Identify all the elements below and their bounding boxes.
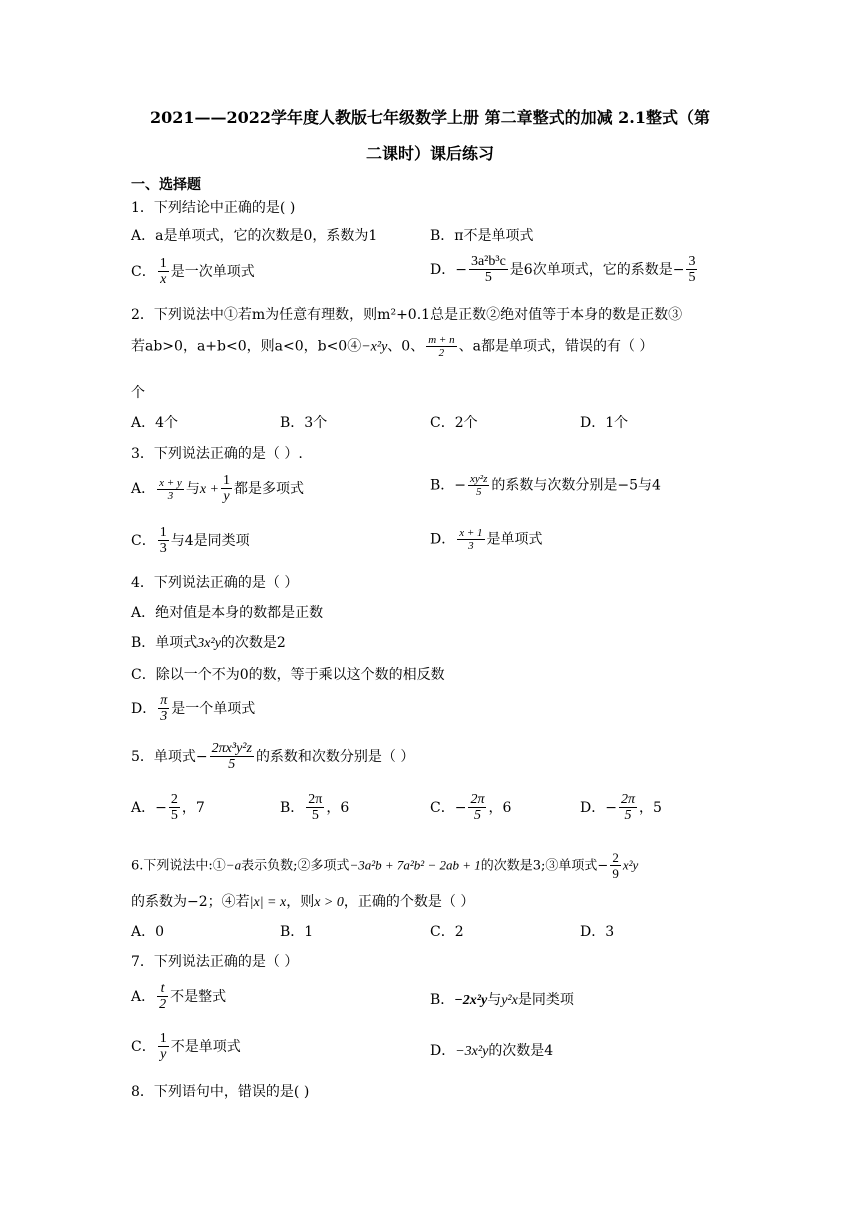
question-4-option-b: B．单项式3x²y的次数是2: [131, 635, 286, 651]
question-7-option-c: C． $\frac{1}{y}$ 不是单项式: [131, 1031, 241, 1062]
section-heading: 一、选择题: [131, 177, 201, 193]
question-2-option-b: B．3个: [280, 415, 328, 431]
question-5-stem: 5．单项式− $\frac{\text{2πx³y²z}}{5}$ 的系数和次数分别是（ ）: [131, 741, 415, 772]
question-3-option-c: C． $\frac{1}{3}$ 与4是同类项: [131, 525, 250, 556]
question-1-option-b: B．π不是单项式: [430, 228, 534, 244]
page-title-line1: 2021——2022学年度人教版七年级数学上册 第二章整式的加减 2.1整式（第: [149, 108, 711, 127]
question-1-option-d: D．− $\frac{\text{3a²b³c}}{5}$ 是6次单项式，它的系数是− $\frac{3}{5}$: [430, 254, 696, 285]
question-5-option-c: C．− $\frac{2\pi}{5}$ ，6: [430, 792, 512, 823]
question-6-option-b: B．1: [280, 924, 314, 940]
question-6-option-c: C．2: [430, 924, 464, 940]
question-2-line3: 个: [131, 385, 145, 401]
question-1-option-c: C． $\frac{1}{x}$ 是一次单项式: [131, 256, 255, 287]
question-2-line1: 2．下列说法中①若m为任意有理数，则m²+0.1总是正数②绝对值等于本身的数是正数③: [131, 307, 683, 323]
question-3-stem: 3．下列说法正确的是（ ）.: [131, 446, 303, 462]
question-1-stem: 1．下列结论中正确的是( ): [131, 200, 296, 216]
question-7-option-d: D．−3x²y的次数是4: [430, 1043, 554, 1059]
question-2-option-a: A．4个: [131, 415, 179, 431]
question-8-stem: 8．下列语句中，错误的是( ): [131, 1084, 310, 1100]
question-2-option-d: D．1个: [580, 415, 629, 431]
question-5-option-d: D．− $\frac{2\pi}{5}$ ，5: [580, 792, 662, 823]
question-4-stem: 4．下列说法正确的是（ ）: [131, 575, 299, 591]
question-7-option-b: B．−2x²y与y²x是同类项: [430, 992, 574, 1008]
question-5-option-b: B． $\frac{2\pi}{5}$ ，6: [280, 792, 350, 823]
question-4-option-c: C．除以一个不为0的数，等于乘以这个数的相反数: [131, 667, 445, 683]
question-6-option-d: D．3: [580, 924, 615, 940]
question-6-line1: 6.下列说法中:①−a表示负数;②多项式−3a²b + 7a²b² − 2ab + 1的次数是3;③单项式− $\frac{2}{9}$ x²y: [131, 850, 639, 881]
question-2-line2: 若ab>0，a+b<0，则a<0，b<0④−x²y、0、 $\frac{m + n}{2}$ 、a都是单项式，错误的有（ ）: [131, 334, 654, 359]
question-7-stem: 7．下列说法正确的是（ ）: [131, 954, 299, 970]
question-2-option-c: C．2个: [430, 415, 478, 431]
question-3-option-d: D． $\frac{x + 1}{3}$ 是单项式: [430, 527, 543, 552]
question-3-option-b: B．− $\frac{\text{xy²z}}{5}$ 的系数与次数分别是−5与4: [430, 473, 661, 498]
question-5-option-a: A．− $\frac{2}{5}$ ，7: [131, 792, 205, 823]
question-7-option-a: A． $\frac{t}{2}$ 不是整式: [131, 981, 227, 1012]
question-4-option-d: D． $\frac{\pi}{3}$ 是一个单项式: [131, 693, 256, 724]
page-title-line2: 二课时）课后练习: [365, 144, 494, 163]
question-1-option-a: A．a是单项式，它的次数是0，系数为1: [131, 228, 378, 244]
question-6-option-a: A．0: [131, 924, 165, 940]
question-4-option-a: A．绝对值是本身的数都是正数: [131, 605, 324, 621]
question-3-option-a: A． $\frac{x + y}{3}$ 与x + $\frac{1}{y}$ 都是多项式: [131, 473, 304, 504]
question-6-line2: 的系数为−2；④若|x| = x，则x > 0，正确的个数是（ ）: [131, 894, 475, 910]
